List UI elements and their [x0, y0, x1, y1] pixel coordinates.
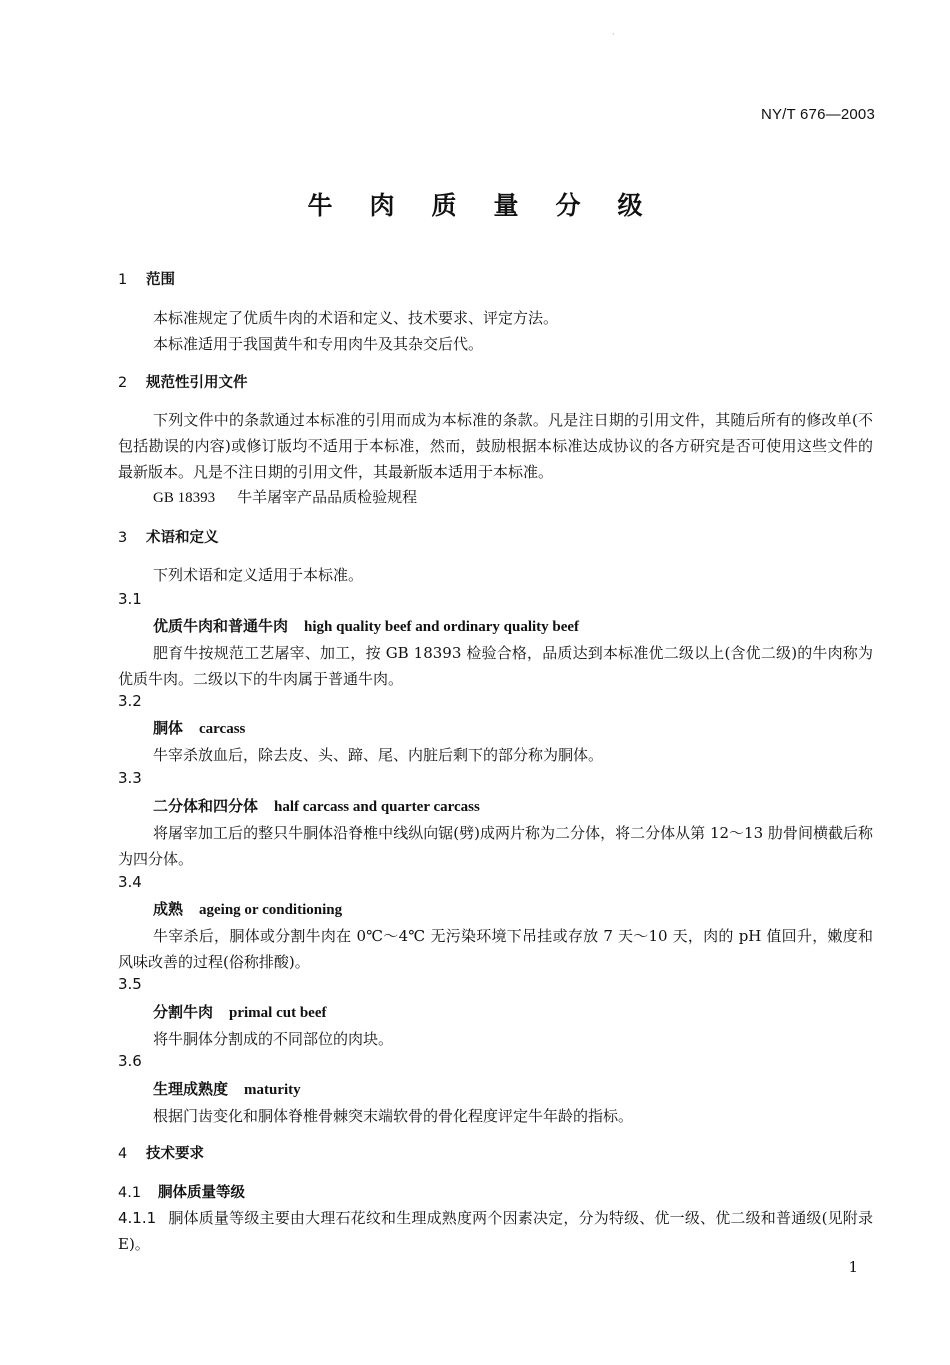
- term-zh: 二分体和四分体: [153, 797, 259, 815]
- term-heading: [153, 1078, 301, 1099]
- clause-number: 3.1: [118, 590, 142, 608]
- clause-number: 3.4: [118, 873, 142, 891]
- term-en: high quality beef and ordinary quality beef: [304, 619, 580, 635]
- paragraph: 本标准规定了优质牛肉的术语和定义、技术要求、评定方法。: [153, 309, 559, 327]
- term-definition: 根据门齿变化和胴体脊椎骨棘突末端软骨的骨化程度评定牛年龄的指标。: [153, 1107, 634, 1125]
- reference-code: GB 18393: [153, 490, 216, 506]
- term-definition: 将牛胴体分割成的不同部位的肉块。: [153, 1030, 394, 1048]
- term-heading: [153, 1001, 327, 1022]
- scan-speck: ·: [612, 30, 615, 39]
- term-zh: 胴体: [153, 719, 184, 737]
- section-number: 3: [118, 530, 128, 546]
- section-title: 范围: [146, 272, 175, 288]
- term-heading: [153, 717, 245, 738]
- page-number: 1: [848, 1258, 858, 1276]
- term-en: half carcass and quarter carcass: [274, 799, 480, 815]
- term-definition: 牛宰杀放血后，除去皮、头、蹄、尾、内脏后剩下的部分称为胴体。: [153, 746, 604, 764]
- term-definition: 肥育牛按规范工艺屠宰、加工，按 GB 18393 检验合格，品质达到本标准优二级以上(含优二级)的牛肉称为优质牛肉。二级以下的牛肉属于普通牛肉。: [118, 644, 873, 688]
- paragraph: 下列术语和定义适用于本标准。: [153, 566, 364, 584]
- reference-title: 牛羊屠宰产品品质检验规程: [237, 488, 418, 506]
- paragraph: 下列文件中的条款通过本标准的引用而成为本标准的条款。凡是注日期的引用文件，其随后所有的修改单(不包括勘误的内容)或修订版均不适用于本标准，然而，鼓励根据本标准达成协议的各方研究是否可使用这些文件的最新版本。凡是不注日期的引用文件，其最新版本适用于本标准。: [118, 411, 873, 481]
- term-en: maturity: [244, 1082, 301, 1098]
- term-en: carcass: [199, 721, 246, 737]
- term-zh: 成熟: [153, 900, 184, 918]
- term-zh: 分割牛肉: [153, 1003, 214, 1021]
- subsection-number: 4.1: [118, 1185, 142, 1201]
- term-heading: [153, 615, 579, 636]
- section-number: 1: [118, 272, 128, 288]
- page-title: 牛肉质量分级: [307, 191, 680, 220]
- section-number: 4: [118, 1146, 128, 1162]
- term-en: primal cut beef: [229, 1005, 327, 1021]
- section-title: 规范性引用文件: [146, 375, 248, 391]
- term-heading: [153, 795, 480, 816]
- term-zh: 生理成熟度: [153, 1080, 229, 1098]
- term-definition: 牛宰杀后，胴体或分割牛肉在 0℃～4℃ 无污染环境下吊挂或存放 7 天～10 天，肉的 pH 值回升，嫩度和风味改善的过程(俗称排酸)。: [118, 927, 873, 971]
- subsection-4-1-heading: [118, 1181, 245, 1202]
- section-3-heading: [118, 526, 219, 547]
- clause-number: 3.6: [118, 1052, 142, 1070]
- clause-text: 胴体质量等级主要由大理石花纹和生理成熟度两个因素决定，分为特级、优一级、优二级和普通级(见附录 E)。: [118, 1209, 873, 1253]
- clause-number: 4.1.1: [118, 1209, 157, 1227]
- term-definition: 将屠宰加工后的整只牛胴体沿脊椎中线纵向锯(劈)成两片称为二分体，将二分体从第 12～13 肋骨间横截后称为四分体。: [118, 824, 873, 868]
- section-1-heading: [118, 268, 175, 289]
- clause-number: 3.2: [118, 692, 142, 710]
- section-4-heading: [118, 1142, 204, 1163]
- paragraph: 本标准适用于我国黄牛和专用肉牛及其杂交后代。: [153, 335, 484, 353]
- section-title: 术语和定义: [146, 530, 219, 546]
- subsection-title: 胴体质量等级: [158, 1185, 245, 1201]
- term-heading: [153, 898, 342, 919]
- reference-entry: [118, 486, 908, 507]
- clause-4-1-1: [118, 1205, 873, 1257]
- term-zh: 优质牛肉和普通牛肉: [153, 617, 289, 635]
- section-title: 技术要求: [146, 1146, 204, 1162]
- term-en: ageing or conditioning: [199, 902, 343, 918]
- clause-number: 3.5: [118, 975, 142, 993]
- clause-number: 3.3: [118, 769, 142, 787]
- section-2-heading: [118, 371, 248, 392]
- section-number: 2: [118, 375, 128, 391]
- standard-number: NY/T 676—2003: [760, 106, 875, 123]
